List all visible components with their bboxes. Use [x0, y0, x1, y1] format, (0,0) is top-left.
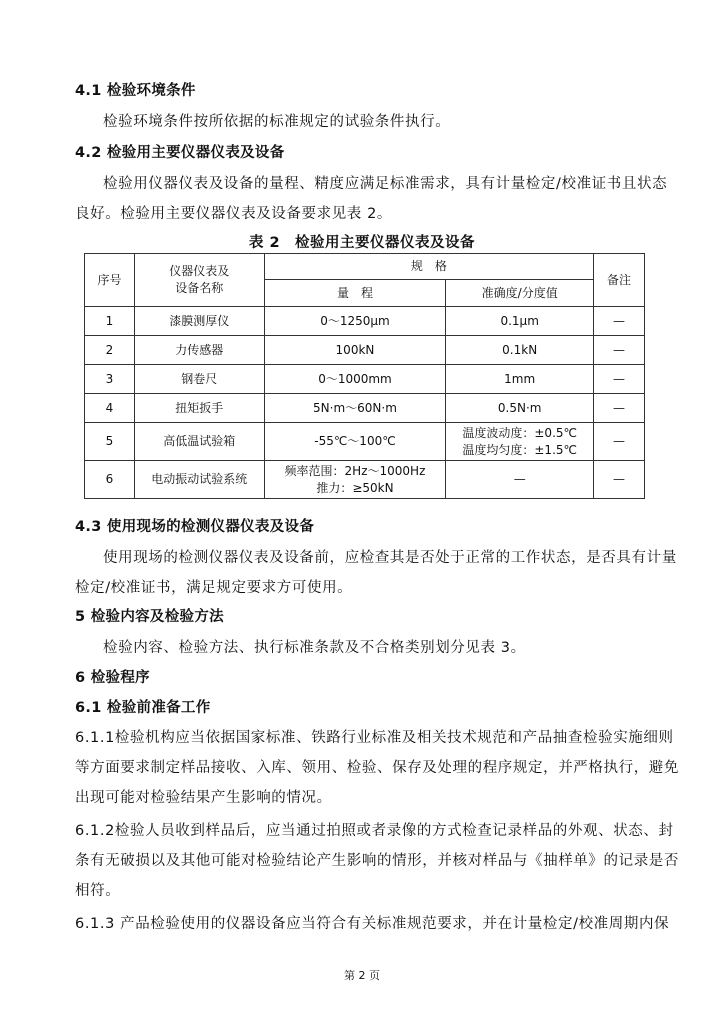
row-accuracy: — [446, 461, 594, 499]
row-no: 5 [85, 423, 135, 461]
row-remark: — [594, 365, 645, 394]
section-5-title: 5 检验内容及检验方法 [75, 609, 224, 625]
table-2-caption: 表 2 检验用主要仪器仪表及设备 [248, 235, 476, 251]
section-6-title: 6 检验程序 [75, 670, 150, 686]
row-name: 高低温试验箱 [134, 423, 264, 461]
row-range: -55℃～100℃ [264, 423, 446, 461]
header-remark: 备注 [594, 254, 645, 307]
row-name: 力传感器 [134, 336, 264, 365]
table-row [85, 461, 645, 499]
row-no: 2 [85, 336, 135, 365]
row-remark: — [594, 461, 645, 499]
row-range-line-2: 推力：≥50kN [316, 480, 394, 495]
row-name: 漆膜测厚仪 [134, 307, 264, 336]
row-range: 5N·m～60N·m [264, 394, 446, 423]
row-remark: — [594, 336, 645, 365]
row-range: 0～1000mm [264, 365, 446, 394]
section-6-1-title: 6.1 检验前准备工作 [75, 700, 211, 716]
clause-6-1-1-line-2: 等方面要求制定样品接收、入库、领用、检验、保存及处理的程序规定，并严格执行，避免 [75, 760, 679, 776]
section-4-3-paragraph-line-1: 使用现场的检测仪器仪表及设备前，应检查其是否处于正常的工作状态，是否具有计量 [103, 550, 677, 566]
header-spec: 规 格 [264, 254, 593, 280]
section-4-2-paragraph-line-1: 检验用仪器仪表及设备的量程、精度应满足标准需求，具有计量检定/校准证书且状态 [103, 176, 668, 192]
clause-6-1-1-line-3: 出现可能对检验结果产生影响的情况。 [75, 790, 332, 806]
section-4-1-paragraph: 检验环境条件按所依据的标准规定的试验条件执行。 [103, 114, 451, 130]
row-name: 钢卷尺 [134, 365, 264, 394]
table-row [85, 394, 645, 423]
table-2 [84, 253, 645, 499]
clause-6-1-2-line-2: 条有无破损以及其他可能对检验结论产生影响的情形，并核对样品与《抽样单》的记录是否 [75, 853, 679, 869]
clause-6-1-3-line-1: 6.1.3 产品检验使用的仪器设备应当符合有关标准规范要求，并在计量检定/校准周期内保 [75, 916, 670, 932]
table-row [85, 365, 645, 394]
row-accuracy-line-1: 温度波动度：±0.5℃ [462, 425, 577, 440]
row-range-line-1: 频率范围：2Hz～1000Hz [284, 463, 426, 478]
row-range: 0～1250μm [264, 307, 446, 336]
section-4-2-paragraph-line-2: 良好。检验用主要仪器仪表及设备要求见表 2。 [75, 206, 393, 222]
row-name: 电动振动试验系统 [134, 461, 264, 499]
section-4-3-paragraph-line-2: 检定/校准证书，满足规定要求方可使用。 [75, 580, 353, 596]
row-accuracy: 0.1kN [446, 336, 594, 365]
row-accuracy: 0.1μm [446, 307, 594, 336]
header-accuracy: 准确度/分度值 [446, 280, 594, 307]
header-name-line-2: 设备名称 [175, 281, 224, 295]
page-number: 第 2 页 [344, 969, 380, 982]
table-header-row [85, 254, 645, 280]
section-4-1-title: 4.1 检验环境条件 [75, 83, 196, 99]
row-accuracy [446, 423, 594, 461]
section-4-3-title: 4.3 使用现场的检测仪器仪表及设备 [75, 519, 315, 535]
row-accuracy: 0.5N·m [446, 394, 594, 423]
section-5-paragraph: 检验内容、检验方法、执行标准条款及不合格类别划分见表 3。 [103, 640, 526, 656]
table-row [85, 307, 645, 336]
row-no: 3 [85, 365, 135, 394]
table-row [85, 336, 645, 365]
clause-6-1-1-line-1: 6.1.1检验机构应当依据国家标准、铁路行业标准及相关技术规范和产品抽查检验实施细则 [75, 730, 674, 746]
table-row [85, 423, 645, 461]
section-4-2-title: 4.2 检验用主要仪器仪表及设备 [75, 145, 285, 161]
row-range [264, 461, 446, 499]
row-no: 1 [85, 307, 135, 336]
header-range: 量 程 [264, 280, 446, 307]
header-name-line-1: 仪器仪表及 [169, 264, 230, 278]
row-accuracy: 1mm [446, 365, 594, 394]
clause-6-1-2-line-1: 6.1.2检验人员收到样品后，应当通过拍照或者录像的方式检查记录样品的外观、状态、封 [75, 823, 674, 839]
row-remark: — [594, 423, 645, 461]
row-remark: — [594, 307, 645, 336]
row-name: 扭矩扳手 [134, 394, 264, 423]
row-no: 6 [85, 461, 135, 499]
header-name [134, 254, 264, 307]
row-remark: — [594, 394, 645, 423]
row-range: 100kN [264, 336, 446, 365]
row-accuracy-line-2: 温度均匀度：±1.5℃ [462, 442, 577, 457]
row-no: 4 [85, 394, 135, 423]
clause-6-1-2-line-3: 相符。 [75, 883, 121, 899]
header-no: 序号 [85, 254, 135, 307]
